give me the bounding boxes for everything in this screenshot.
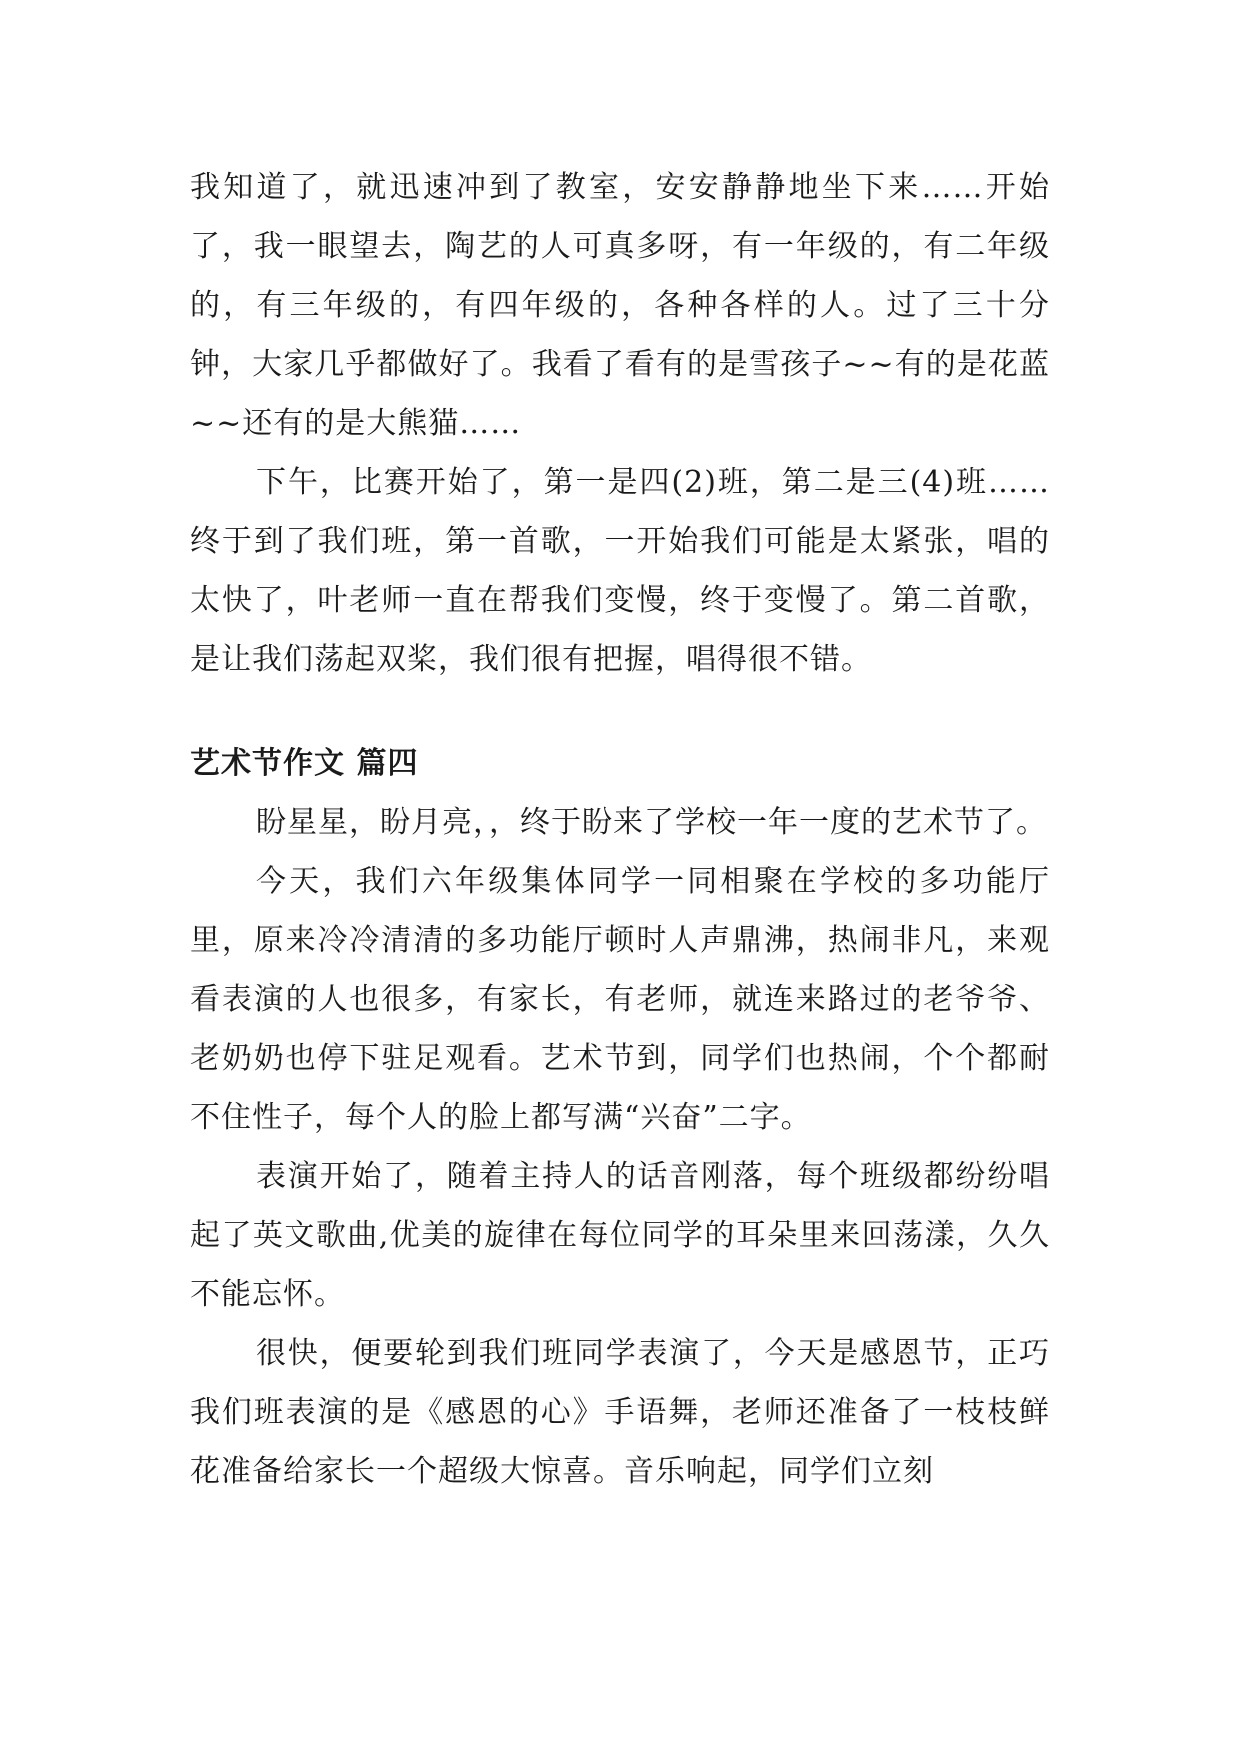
paragraph: 下午，比赛开始了，第一是四(2)班，第二是三(4)班……终于到了我们班，第一首歌，一开始我们可能是太紧张，唱的太快了，叶老师一直在帮我们变慢，终于变慢了。第二首歌，是让我们荡起双桨，我们很有把握，唱得很不错。 [190,465,1050,677]
paragraph: 很快，便要轮到我们班同学表演了，今天是感恩节，正巧我们班表演的是《感恩的心》手语舞，老师还准备了一枝枝鲜花准备给家长一个超级大惊喜。音乐响起，同学们立刻 [190,1336,1050,1489]
essay-section-4 [190,734,1050,1501]
paragraph: 我知道了，就迅速冲到了教室，安安静静地坐下来……开始了，我一眼望去，陶艺的人可真多呀，有一年级的，有二年级的，有三年级的，有四年级的，各种各样的人。过了三十分钟，大家几乎都做好了。我看了看有的是雪孩子~~有的是花蓝~~还有的是大熊猫…… [190,170,1050,441]
essay-continuation [190,158,1050,689]
paragraph: 盼星星，盼月亮，，终于盼来了学校一年一度的艺术节了。 [256,805,1047,840]
paragraph: 表演开始了，随着主持人的话音刚落，每个班级都纷纷唱起了英文歌曲,优美的旋律在每位同学的耳朵里来回荡漾，久久不能忘怀。 [190,1159,1050,1312]
section-heading: 艺术节作文 篇四 [190,746,419,781]
paragraph: 今天，我们六年级集体同学一同相聚在学校的多功能厅里，原来冷冷清清的多功能厅顿时人声鼎沸，热闹非凡，来观看表演的人也很多，有家长，有老师，就连来路过的老爷爷、老奶奶也停下驻足观看。艺术节到，同学们也热闹，个个都耐不住性子，每个人的脸上都写满“兴奋”二字。 [190,864,1050,1135]
